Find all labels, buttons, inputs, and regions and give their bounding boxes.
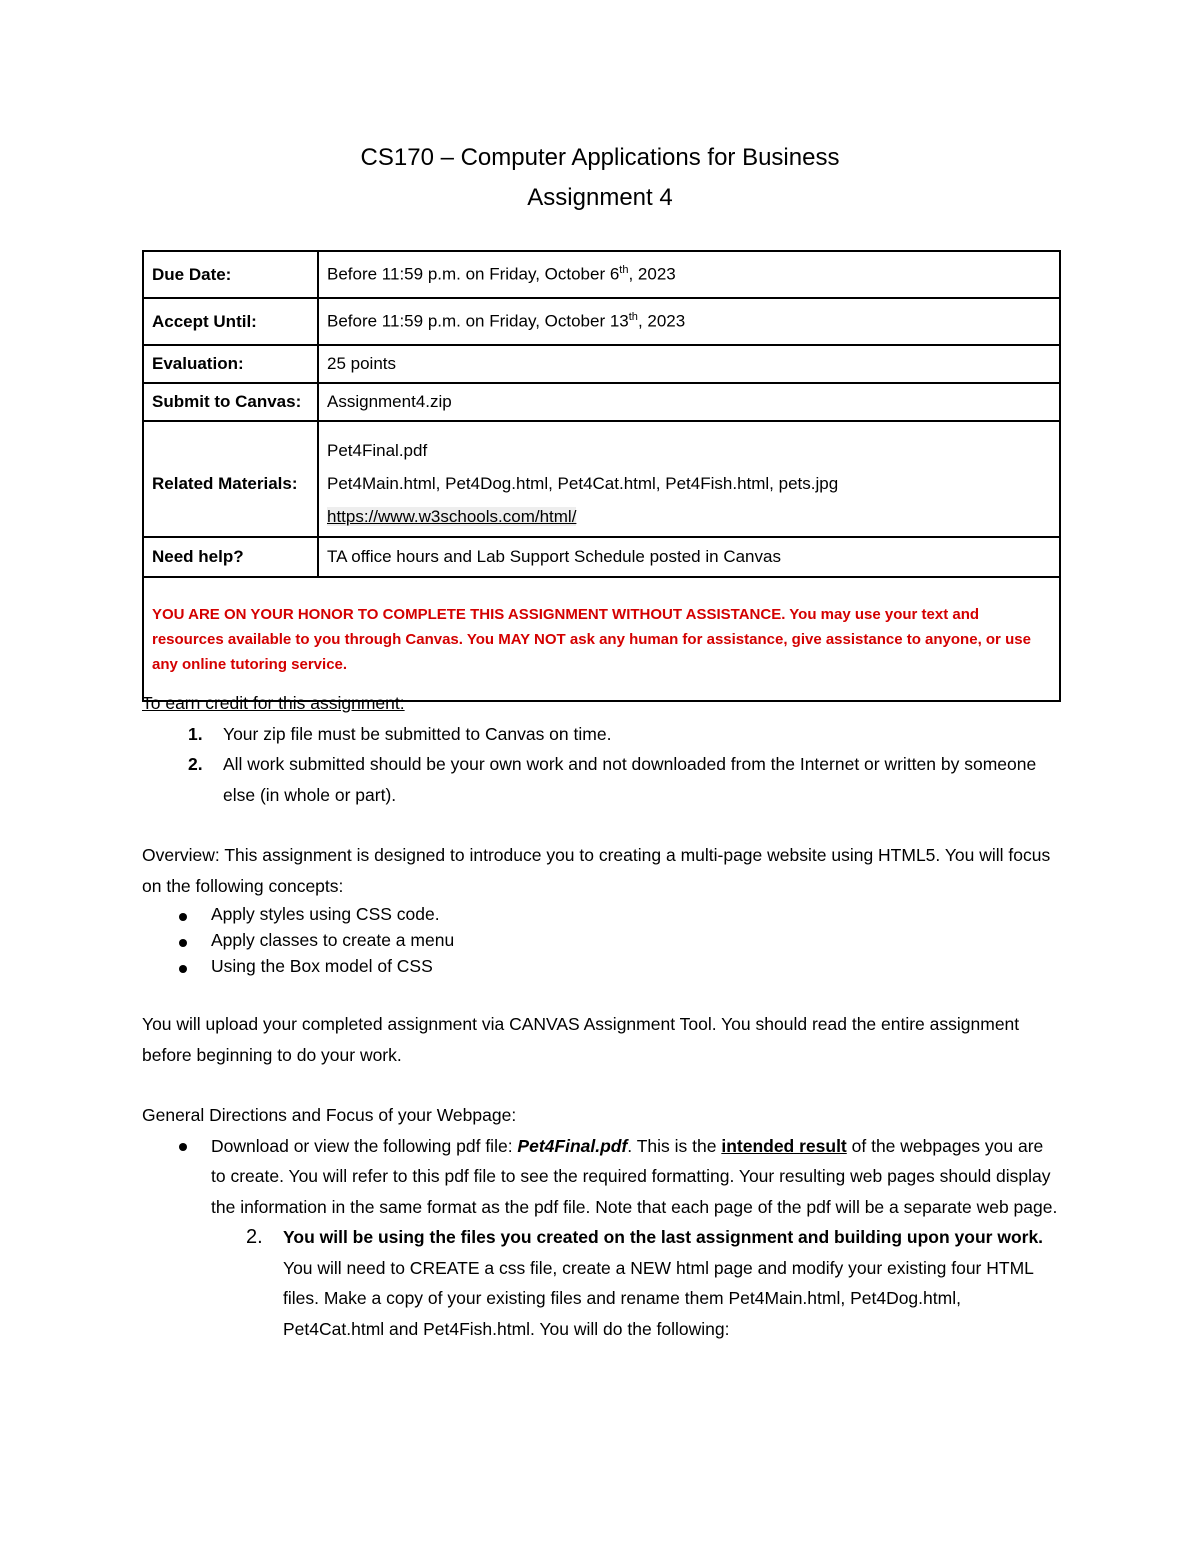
assignment-info-table bbox=[142, 250, 1061, 702]
honor-statement: YOU ARE ON YOUR HONOR TO COMPLETE THIS ASSIGNMENT WITHOUT ASSISTANCE. You may use your text and resources available to you through Canvas. You MAY NOT ask any human for assistance, give assistance to anyone, or use any online tutoring service. bbox=[143, 577, 1060, 701]
need-help-value: TA office hours and Lab Support Schedule posted in Canvas bbox=[318, 537, 1060, 577]
due-date-label: Due Date: bbox=[143, 251, 318, 298]
assignment-title: Assignment 4 bbox=[527, 184, 673, 211]
due-date-value: Before 11:59 p.m. on Friday, October 6th, 2023 bbox=[318, 251, 1060, 298]
credit-item: 1. Your zip file must be submitted to Canvas on time. bbox=[188, 723, 612, 744]
related-materials-value bbox=[318, 421, 1060, 537]
general-directions-heading: General Directions and Focus of your Webpage: bbox=[142, 1105, 517, 1125]
intended-result: intended result bbox=[721, 1135, 847, 1156]
need-help-label: Need help? bbox=[143, 537, 318, 577]
document-body bbox=[142, 688, 1062, 1344]
evaluation-row bbox=[143, 345, 1060, 383]
related-html-files: Pet4Main.html, Pet4Dog.html, Pet4Cat.html, Pet4Fish.html, pets.jpg bbox=[327, 473, 839, 493]
submit-row bbox=[143, 383, 1060, 421]
sub-steps-list bbox=[142, 1222, 1062, 1344]
related-pdf: Pet4Final.pdf bbox=[327, 440, 428, 460]
accept-until-value: Before 11:59 p.m. on Friday, October 13th, 2023 bbox=[318, 298, 1060, 345]
upload-instructions: You will upload your completed assignment via CANVAS Assignment Tool. You should read the entire assignment before beginning to do your work. bbox=[142, 1014, 1020, 1065]
submit-value: Assignment4.zip bbox=[318, 383, 1060, 421]
evaluation-value: 25 points bbox=[318, 345, 1060, 383]
download-pdf-instruction: Download or view the following pdf file: Pet4Final.pdf. This is the intended result of the webpages you are to create. You will refer to this pdf file to see the required formatting. Your resulting web pages should display the information in the same format as the pdf file. Note that each page of the pdf will be a separate web page. bbox=[142, 1131, 1062, 1223]
pdf-filename: Pet4Final.pdf bbox=[517, 1135, 628, 1156]
credit-list bbox=[142, 719, 1062, 811]
related-materials-row bbox=[143, 421, 1060, 537]
accept-until-row bbox=[143, 298, 1060, 345]
concept-item: Apply classes to create a menu bbox=[142, 927, 1062, 953]
need-help-row bbox=[143, 537, 1060, 577]
concept-item: Apply styles using CSS code. bbox=[142, 901, 1062, 927]
overview-text: Overview: This assignment is designed to introduce you to creating a multi-page website using HTML5. You will focus on the following concepts: bbox=[142, 845, 1051, 896]
general-directions-list bbox=[142, 1131, 1062, 1223]
accept-until-label: Accept Until: bbox=[143, 298, 318, 345]
concept-list bbox=[142, 901, 1062, 979]
evaluation-label: Evaluation: bbox=[143, 345, 318, 383]
credit-heading: To earn credit for this assignment: bbox=[142, 693, 405, 713]
sub-step-item: 2. You will be using the files you created on the last assignment and building upon your work. You will need to CREATE a css file, create a NEW html page and modify your existing four HTML files. Make a copy of your existing files and rename them Pet4Main.html, Pet4Dog.html, Pet4Cat.html and Pet4Fish.html. You will do the following: bbox=[246, 1226, 1044, 1339]
related-materials-label: Related Materials: bbox=[143, 421, 318, 537]
concept-item: Using the Box model of CSS bbox=[142, 953, 1062, 979]
w3schools-link[interactable]: https://www.w3schools.com/html/ bbox=[327, 506, 577, 526]
honor-row bbox=[143, 577, 1060, 701]
course-title: CS170 – Computer Applications for Business bbox=[360, 144, 840, 171]
credit-item: 2. All work submitted should be your own work and not downloaded from the Internet or written by someone else (in whole or part). bbox=[188, 754, 1037, 805]
due-date-row bbox=[143, 251, 1060, 298]
submit-label: Submit to Canvas: bbox=[143, 383, 318, 421]
